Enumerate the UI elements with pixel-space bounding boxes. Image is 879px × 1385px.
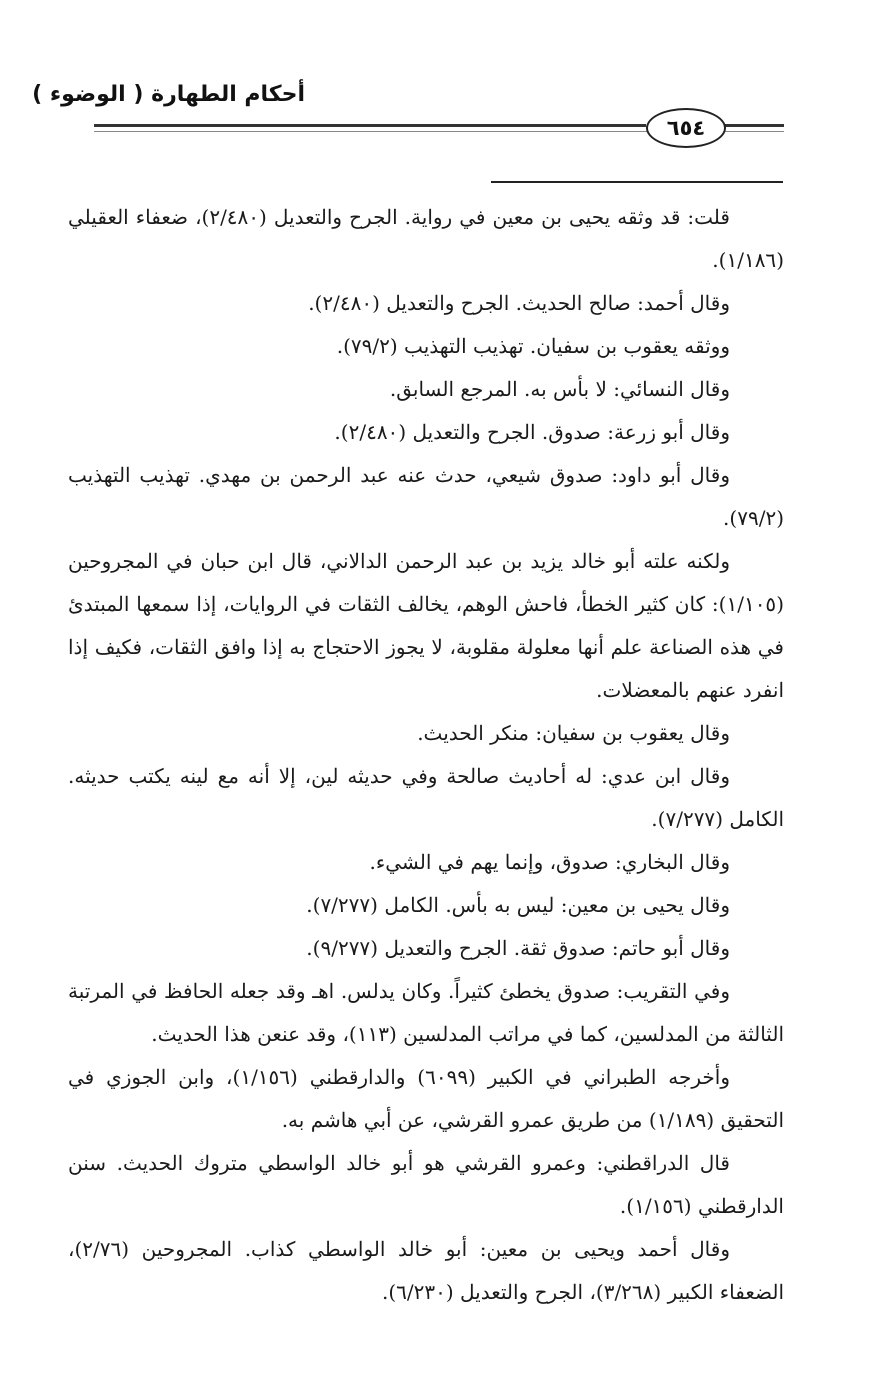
paragraph: وقال أحمد ويحيى بن معين: أبو خالد الواسطي كذاب. المجروحين (٢/٧٦)، الضعفاء الكبير (٣/٢٦٨)، الجرح والتعديل (٦/٢٣٠).	[68, 1237, 784, 1304]
paragraph: وقال النسائي: لا بأس به. المرجع السابق.	[389, 377, 730, 401]
running-header-title: أحكام الطهارة ( الوضوء )	[32, 82, 305, 107]
page-number-badge	[646, 108, 726, 148]
footnote-body	[68, 196, 784, 1314]
paragraph: وقال أبو حاتم: صدوق ثقة. الجرح والتعديل (٩/٢٧٧).	[306, 936, 730, 960]
paragraph: وقال أبو داود: صدوق شيعي، حدث عنه عبد الرحمن بن مهدي. تهذيب التهذيب (٧٩/٢).	[68, 463, 784, 530]
paragraph: ولكنه علته أبو خالد يزيد بن عبد الرحمن الدالاني، قال ابن حبان في المجروحين (١/١٠٥): كان كثير الخطأ، فاحش الوهم، يخالف الثقات في الروايات، إذا سمعها المبتدئ في هذه الصناعة علم أنها معلولة مقلوبة، لا يجوز الاحتجاج به إذا وافق الثقات، فكيف إذا انفرد عنهم بالمعضلات.	[68, 549, 784, 702]
paragraph: وأخرجه الطبراني في الكبير (٦٠٩٩) والدارقطني (١/١٥٦)، وابن الجوزي في التحقيق (١/١٨٩) من طريق عمرو القرشي، عن أبي هاشم به.	[68, 1065, 784, 1132]
paragraph: وقال يعقوب بن سفيان: منكر الحديث.	[417, 721, 730, 745]
footnote-separator	[491, 181, 783, 183]
header-rule-right	[722, 124, 784, 127]
paragraph: وفي التقريب: صدوق يخطئ كثيراً. وكان يدلس. اهـ وقد جعله الحافظ في المرتبة الثالثة من المدلسين، كما في مراتب المدلسين (١١٣)، وقد عنعن هذا الحديث.	[68, 979, 784, 1046]
paragraph: وقال ابن عدي: له أحاديث صالحة وفي حديثه لين، إلا أنه مع لينه يكتب حديثه. الكامل (٧/٢٧٧).	[68, 764, 784, 831]
paragraph: وقال يحيى بن معين: ليس به بأس. الكامل (٧/٢٧٧).	[306, 893, 730, 917]
paragraph: ووثقه يعقوب بن سفيان. تهذيب التهذيب (٧٩/٢).	[336, 334, 730, 358]
header-rule-left	[94, 124, 646, 127]
paragraph: وقال أحمد: صالح الحديث. الجرح والتعديل (٢/٤٨٠).	[308, 291, 730, 315]
paragraph: وقال البخاري: صدوق، وإنما يهم في الشيء.	[369, 850, 730, 874]
paragraph: وقال أبو زرعة: صدوق. الجرح والتعديل (٢/٤٨٠).	[334, 420, 730, 444]
page-number: ٦٥٤	[666, 116, 706, 140]
paragraph: قلت: قد وثقه يحيى بن معين في رواية. الجرح والتعديل (٢/٤٨٠)، ضعفاء العقيلي (١/١٨٦).	[68, 205, 784, 272]
paragraph: قال الدراقطني: وعمرو القرشي هو أبو خالد الواسطي متروك الحديث. سنن الدارقطني (١/١٥٦).	[68, 1151, 784, 1218]
